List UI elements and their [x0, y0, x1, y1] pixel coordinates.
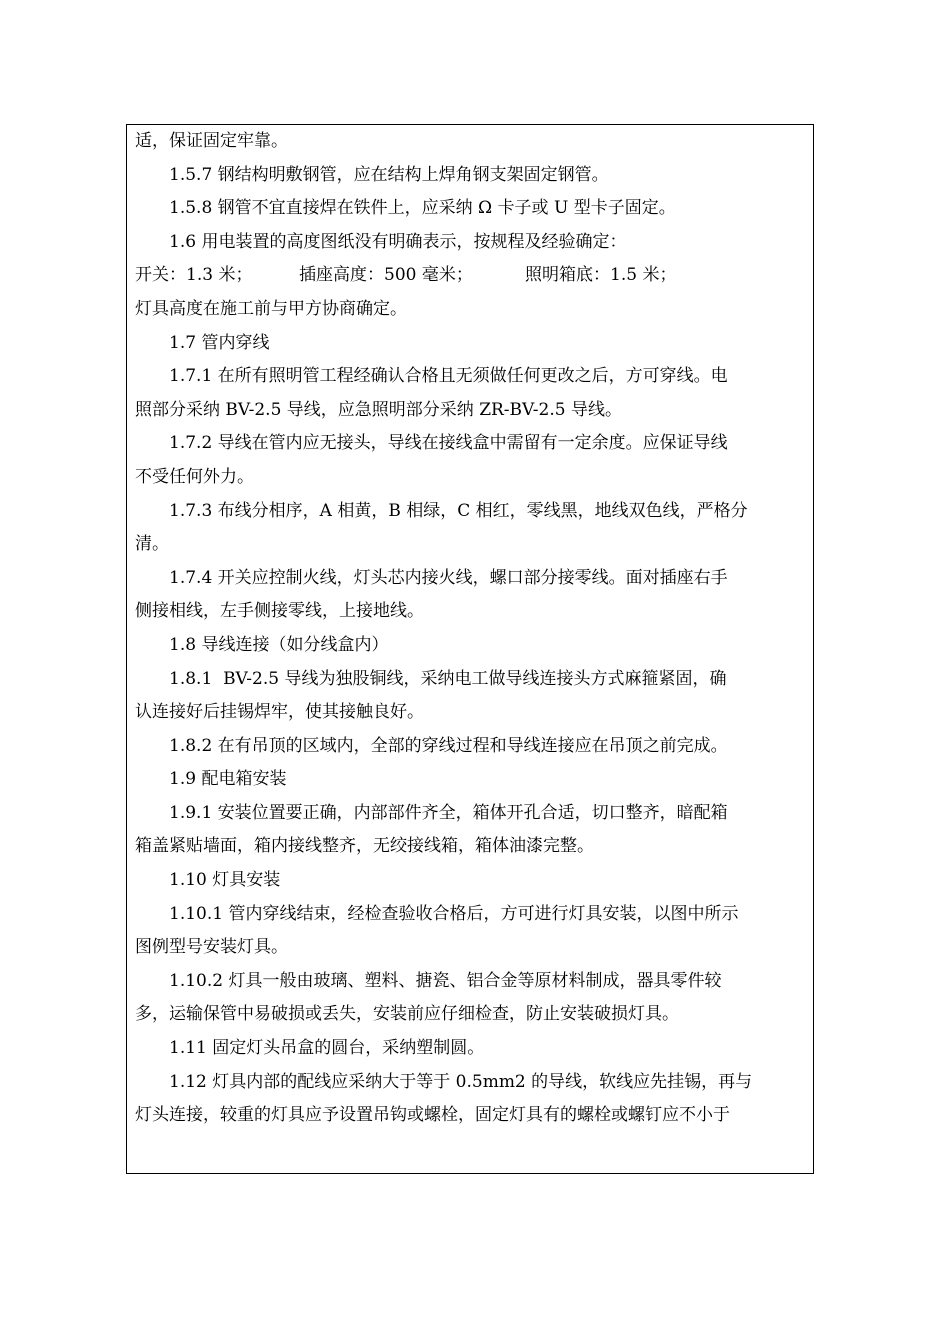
text-line: 适，保证固定牢靠。 — [135, 131, 288, 151]
text-line — [135, 259, 811, 293]
text-line: 清。 — [135, 534, 169, 555]
height-spec: 开关：1.3 米； — [135, 265, 253, 286]
document-body — [135, 125, 811, 1133]
text-line: 多，运输保管中易破损或丢失，安装前应仔细检查，防止安装破损灯具。 — [135, 1004, 679, 1025]
height-spec: 照明箱底：1.5 米； — [525, 265, 677, 286]
text-line: 1.7.2 导线在管内应无接头，导线在接线盒中需留有一定余度。应保证导线 — [169, 433, 728, 454]
text-line: 1.8.2 在有吊顶的区域内，全部的穿线过程和导线连接应在吊顶之前完成。 — [169, 735, 728, 756]
text-line: 1.11 固定灯头吊盒的圆台，采纳塑制圆。 — [169, 1038, 485, 1059]
text-line: 1.10.2 灯具一般由玻璃、塑料、搪瓷、铝合金等原材料制成，器具零件较 — [169, 970, 722, 991]
text-line: 照部分采纳 BV-2.5 导线，应急照明部分采纳 ZR-BV-2.5 导线。 — [135, 399, 622, 420]
text-line: 1.6 用电装置的高度图纸没有明确表示，按规程及经验确定： — [169, 231, 627, 252]
text-line: 图例型号安装灯具。 — [135, 937, 288, 958]
text-line: 灯具高度在施工前与甲方协商确定。 — [135, 298, 407, 319]
text-line: 侧接相线，左手侧接零线，上接地线。 — [135, 601, 424, 622]
text-line: 1.9.1 安装位置要正确，内部部件齐全，箱体开孔合适，切口整齐，暗配箱 — [169, 802, 728, 823]
document-table-cell — [126, 124, 814, 1174]
text-line: 1.9 配电箱安装 — [169, 769, 287, 790]
text-line: 1.5.8 钢管不宜直接焊在铁件上，应采纳 Ω 卡子或 U 型卡子固定。 — [169, 198, 676, 219]
text-line: 1.5.7 钢结构明敷钢管，应在结构上焊角钢支架固定钢管。 — [169, 164, 609, 185]
text-line: 1.7 管内穿线 — [169, 332, 270, 353]
text-line: 1.12 灯具内部的配线应采纳大于等于 0.5mm2 的导线，软线应先挂锡，再与 — [169, 1071, 753, 1092]
text-line: 不受任何外力。 — [135, 466, 254, 487]
height-spec: 插座高度：500 毫米； — [299, 265, 473, 286]
text-line: 1.7.1 在所有照明管工程经确认合格且无须做任何更改之后，方可穿线。电 — [169, 366, 728, 387]
text-line: 1.7.4 开关应控制火线，灯头芯内接火线，螺口部分接零线。面对插座右手 — [169, 567, 728, 588]
text-line: 1.8.1 BV-2.5 导线为独股铜线，采纳电工做导线连接头方式麻箍紧固，确 — [169, 668, 727, 689]
text-line: 灯头连接，较重的灯具应予设置吊钩或螺栓，固定灯具有的螺栓或螺钉应不小于 — [135, 1105, 730, 1126]
text-line: 箱盖紧贴墙面，箱内接线整齐，无绞接线箱，箱体油漆完整。 — [135, 836, 594, 857]
text-line: 1.8 导线连接（如分线盒内） — [169, 634, 389, 655]
text-line: 认连接好后挂锡焊牢，使其接触良好。 — [135, 702, 424, 723]
text-line: 1.7.3 布线分相序，A 相黄，B 相绿，C 相红，零线黑，地线双色线，严格分 — [169, 500, 748, 521]
text-line: 1.10 灯具安装 — [169, 870, 281, 891]
text-line: 1.10.1 管内穿线结束，经检查验收合格后，方可进行灯具安装，以图中所示 — [169, 903, 739, 924]
